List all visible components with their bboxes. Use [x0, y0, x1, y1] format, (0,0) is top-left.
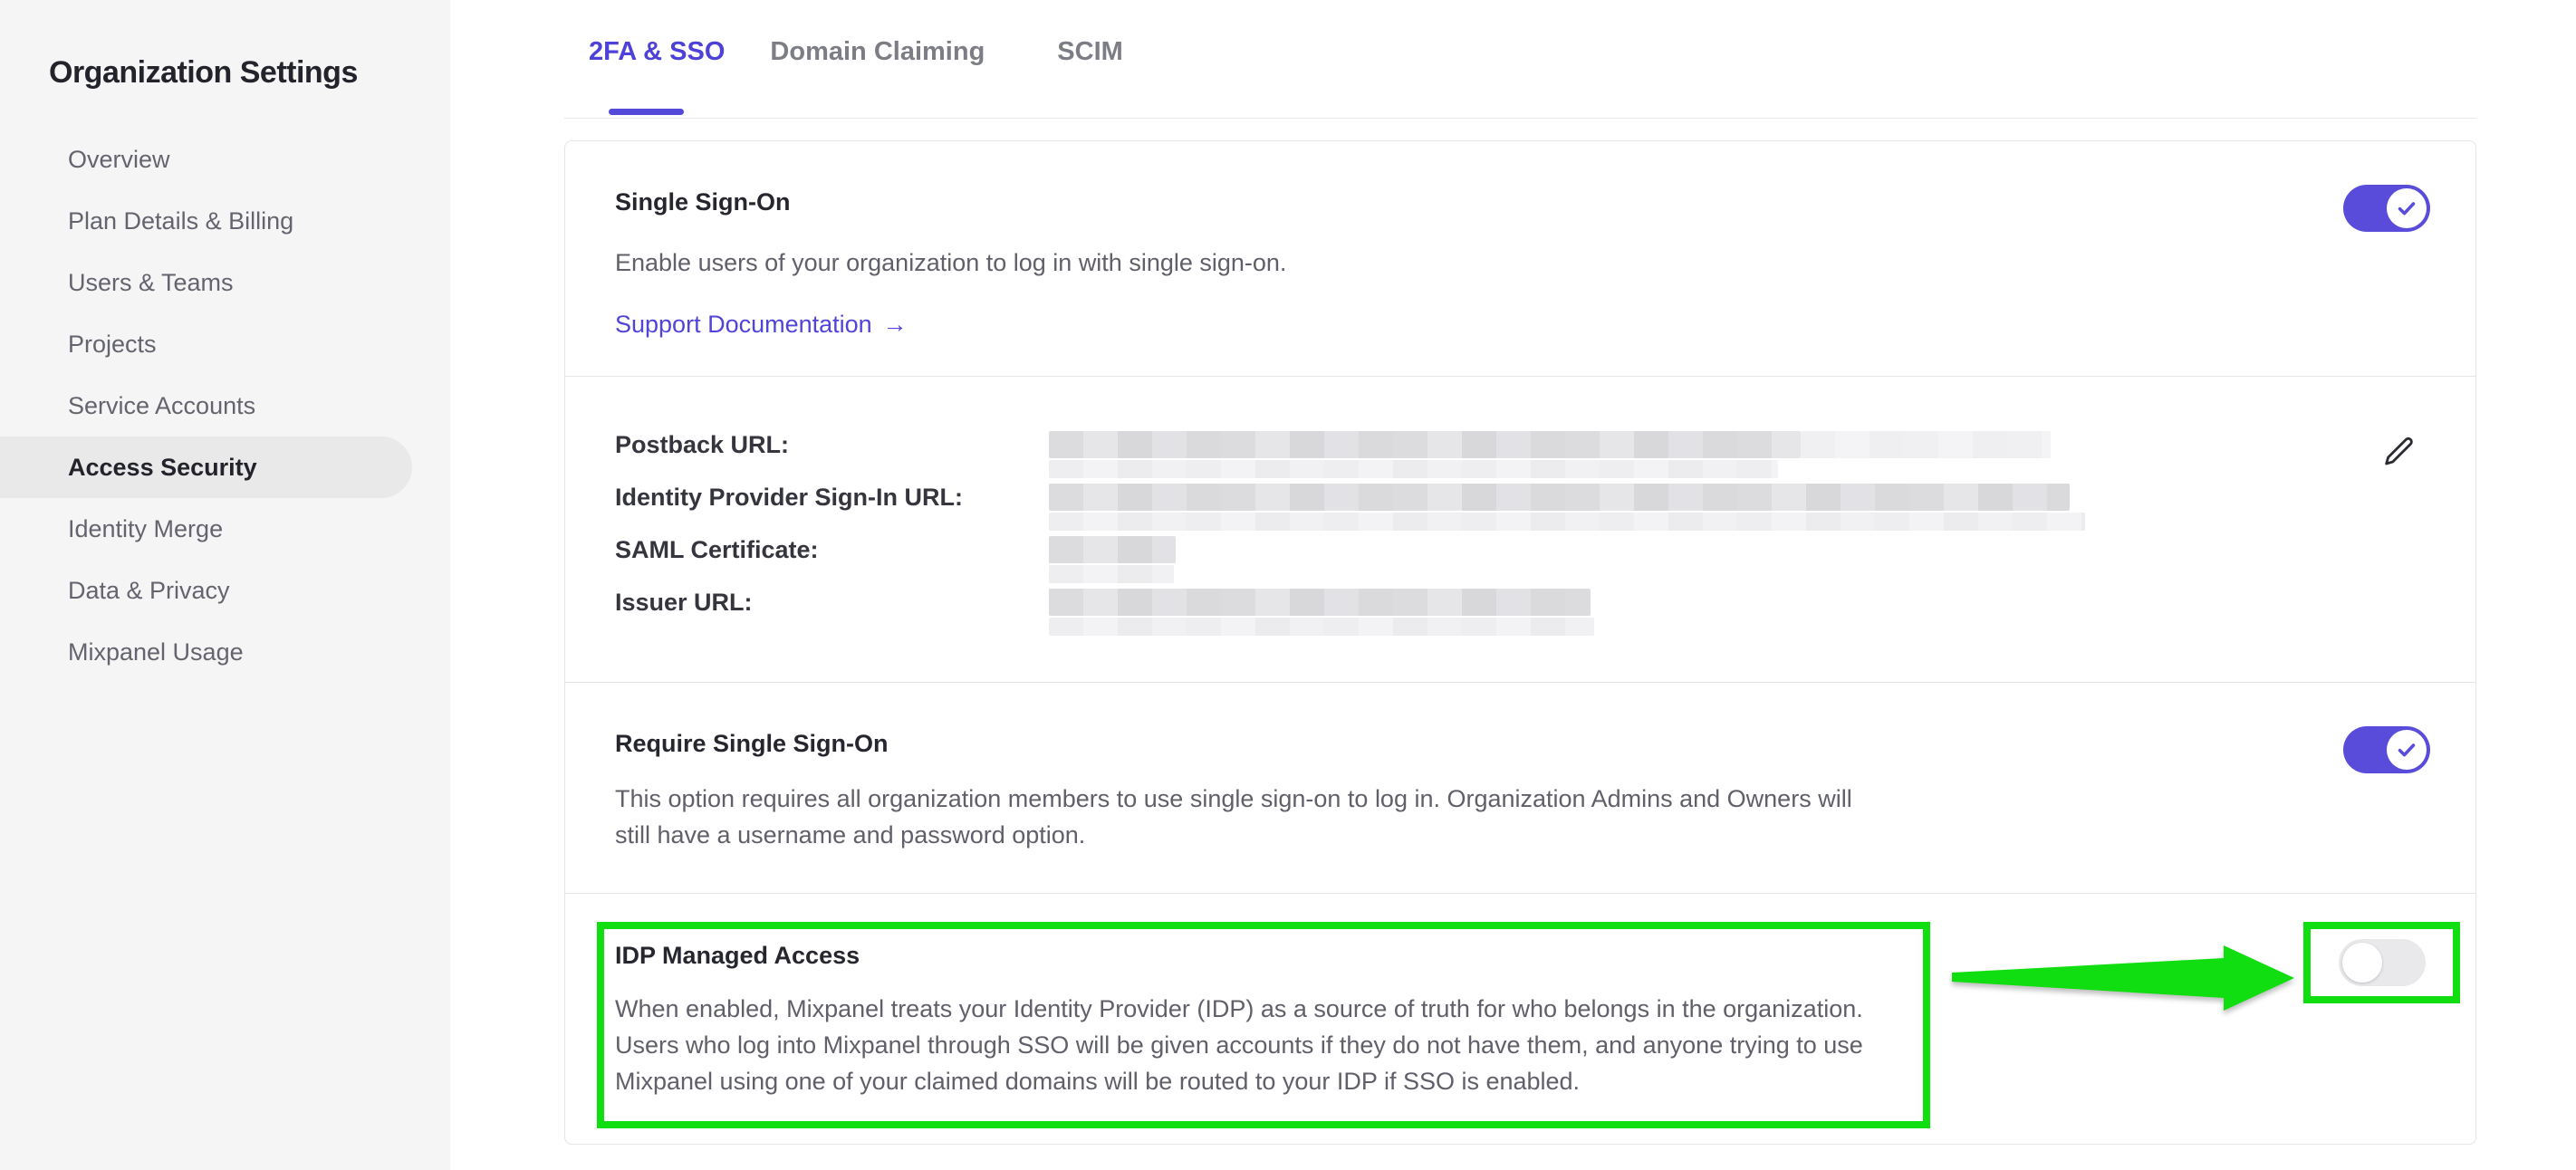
toggle-knob — [2387, 730, 2427, 770]
single-sign-on-section — [565, 141, 2475, 376]
toggle-knob — [2342, 943, 2382, 983]
idp-managed-access-toggle[interactable] — [2339, 939, 2426, 986]
main-panel — [450, 0, 2576, 1170]
green-highlight-box — [597, 922, 1930, 1128]
require-sso-description: This option requires all organization members to use single sign-on to log in. Organization Admins and Owners will still have a username and password option. — [615, 785, 1852, 849]
sidebar-item-data-privacy[interactable]: Data & Privacy — [68, 576, 230, 604]
pencil-icon — [2380, 435, 2417, 471]
tab-domain-claiming[interactable]: Domain Claiming — [770, 37, 985, 66]
sidebar-item-users-teams[interactable]: Users & Teams — [68, 268, 234, 296]
support-documentation-link[interactable]: Support Documentation → — [615, 306, 908, 342]
require-sso-title: Require Single Sign-On — [615, 730, 889, 757]
single-sign-on-description: Enable users of your organization to log in with single sign-on. — [615, 249, 1287, 276]
redacted-value — [1049, 484, 2070, 511]
saml-row-idp-signin-url: Identity Provider Sign-In URL: — [615, 484, 2475, 531]
redacted-value — [1049, 431, 1801, 458]
idp-managed-access-description: When enabled, Mixpanel treats your Identity Provider (IDP) as a source of truth for who belongs in the organization. Users who log into Mixpanel through SSO will be given accounts if they do not have them, and anyone trying to use Mixpanel using one of your claimed domains will be routed to your IDP if SSO is enabled. — [615, 995, 1863, 1095]
toggle-knob — [2387, 188, 2427, 228]
active-tab-indicator — [609, 109, 684, 115]
sidebar-item-service-accounts[interactable]: Service Accounts — [68, 391, 256, 419]
edit-saml-button[interactable] — [2380, 435, 2417, 471]
organization-settings-sidebar — [0, 0, 450, 1170]
sidebar-item-plan-details-billing[interactable]: Plan Details & Billing — [68, 206, 294, 235]
require-sso-toggle[interactable] — [2343, 726, 2430, 773]
redacted-value — [1049, 618, 1594, 636]
tab-scim[interactable]: SCIM — [1057, 37, 1123, 66]
checkmark-icon — [2393, 195, 2420, 222]
sidebar-item-identity-merge[interactable]: Identity Merge — [68, 514, 224, 542]
idp-managed-access-section — [565, 893, 2475, 1144]
idp-managed-access-title: IDP Managed Access — [615, 942, 860, 969]
single-sign-on-title: Single Sign-On — [615, 188, 791, 216]
arrow-right-icon: → — [882, 311, 908, 338]
green-annotation-arrow-icon — [1952, 944, 2296, 1012]
saml-row-issuer-url: Issuer URL: — [615, 589, 2475, 636]
sidebar-item-projects[interactable]: Projects — [68, 330, 157, 358]
sidebar-item-access-security[interactable]: Access Security — [0, 436, 412, 498]
redacted-value — [1049, 536, 1176, 563]
redacted-value — [1801, 431, 2051, 458]
sidebar-nav — [0, 129, 450, 683]
single-sign-on-toggle[interactable] — [2343, 185, 2430, 232]
redacted-value — [1049, 565, 1174, 583]
saml-configuration-section — [565, 376, 2475, 682]
green-toggle-highlight-frame — [2303, 922, 2460, 1003]
saml-row-saml-certificate: SAML Certificate: — [615, 536, 2475, 583]
page-title: Organization Settings — [49, 55, 358, 90]
redacted-value — [1049, 513, 2085, 531]
tab-2fa-sso[interactable]: 2FA & SSO — [589, 37, 726, 66]
sso-settings-card — [564, 140, 2476, 1145]
require-sso-section — [565, 682, 2475, 893]
redacted-value — [1049, 460, 1778, 478]
access-security-tabs — [564, 0, 2476, 119]
saml-row-postback-url: Postback URL: — [615, 431, 2475, 478]
checkmark-icon — [2393, 736, 2420, 763]
sidebar-item-overview[interactable]: Overview — [68, 145, 170, 173]
sidebar-item-mixpanel-usage[interactable]: Mixpanel Usage — [68, 638, 244, 666]
redacted-value — [1049, 589, 1591, 616]
